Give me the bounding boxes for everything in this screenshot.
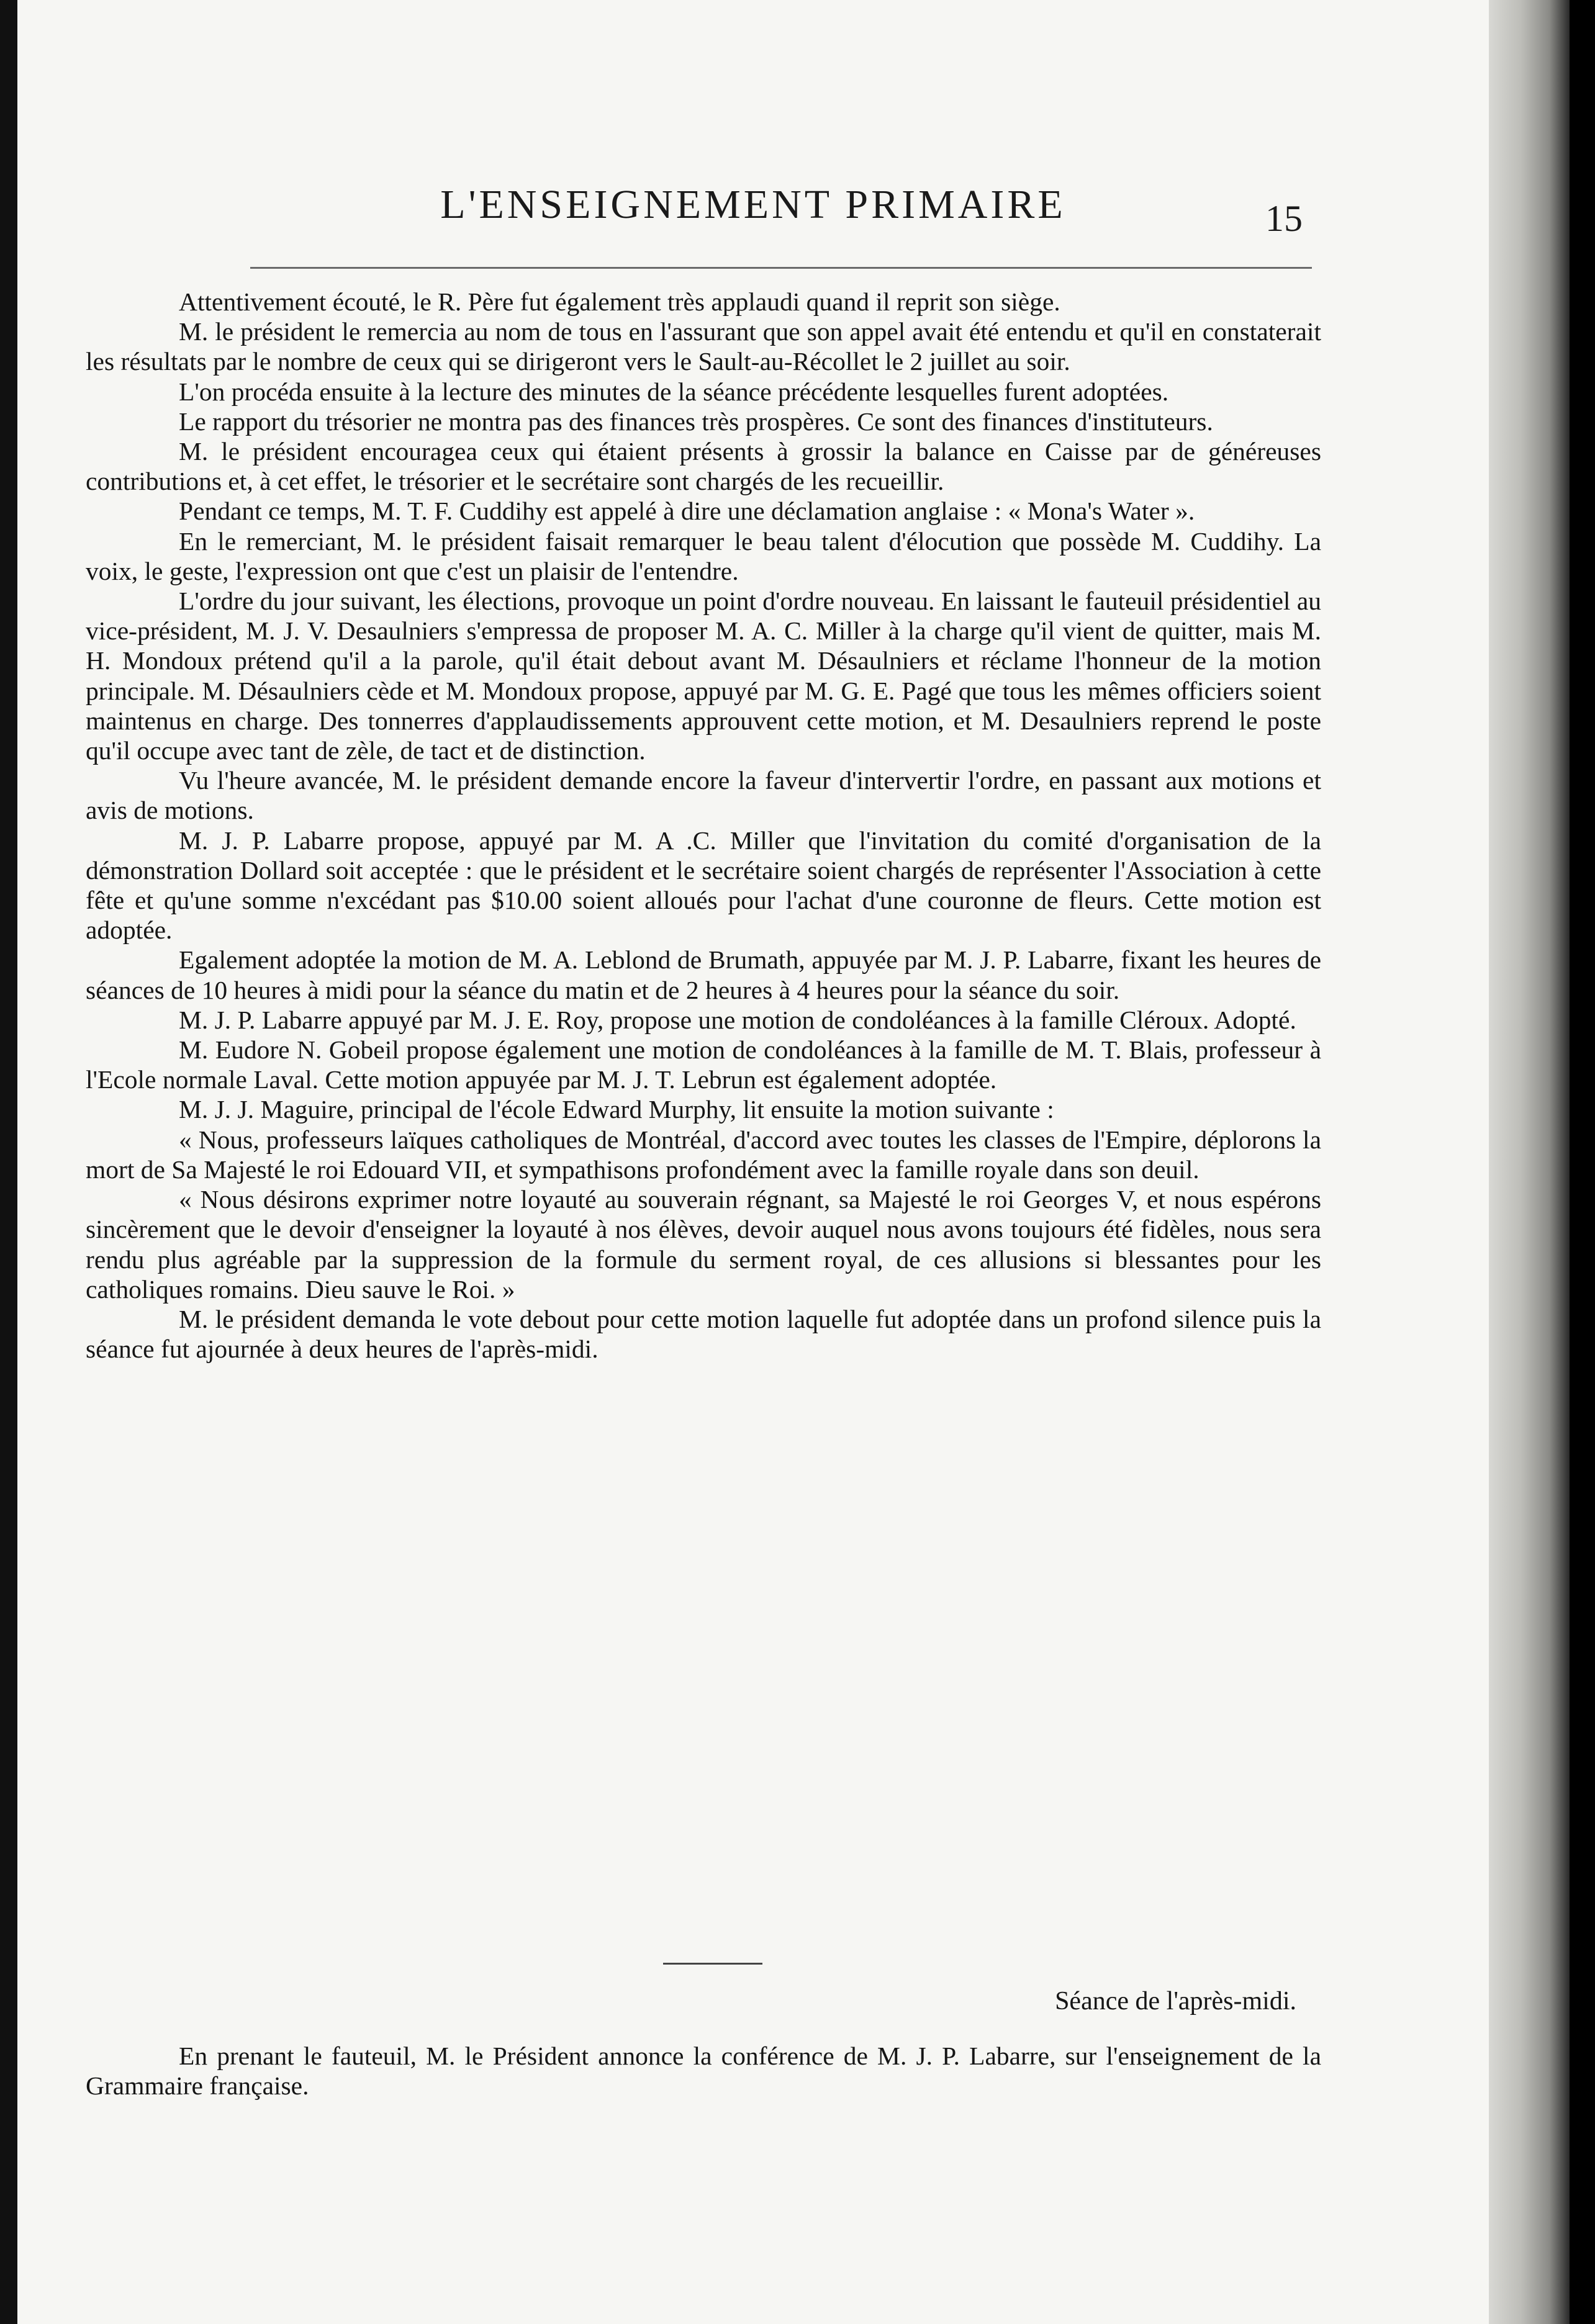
paragraph: Le rapport du trésorier ne montra pas des finances très prospères. Ce sont des finances d'instituteurs. [179,407,1213,436]
scan-left-border [0,0,17,2324]
paragraph: Attentivement écouté, le R. Père fut également très applaudi quand il reprit son siège. [179,287,1060,316]
paragraph: L'ordre du jour suivant, les élections, provoque un point d'ordre nouveau. En laissant le fauteuil présidentiel au vice-président, M. J. V. Desaulniers s'empressa de proposer M. A. C. Miller à la charge qu'il vient de quitter, mais M. H. Mondoux prétend qu'il a la parole, qu'il était debout avant M. Désaulniers et réclame l'honneur de la motion principale. M. Désaulniers cède et M. Mondoux propose, appuyé par M. G. E. Pagé que tous les mêmes officiers soient maintenus en charge. Des tonnerres d'applaudissements approuvent cette motion, et M. Desaulniers reprend le poste qu'il occupe avec tant de zèle, de tact et de distinction. [86,587,1321,765]
paragraph: L'on procéda ensuite à la lecture des minutes de la séance précédente lesquelles furent adoptées. [179,377,1169,406]
paragraph: M. le président encouragea ceux qui étaient présents à grossir la balance en Caisse par de généreuses contributions et, à cet effet, le trésorier et le secrétaire sont chargés de les recueillir. [86,437,1321,496]
main-text [86,287,1321,1364]
quoted-motion-paragraph: « Nous, professeurs laïques catholiques de Montréal, d'accord avec toutes les classes de l'Empire, déplorons la mort de Sa Majesté le roi Edouard VII, et sympathisons profondément avec la famille royale dans son deuil. [86,1125,1321,1184]
paragraph: M. Eudore N. Gobeil propose également une motion de condoléances à la famille de M. T. Blais, professeur à l'Ecole normale Laval. Cette motion appuyée par M. J. T. Lebrun est également adoptée. [86,1035,1321,1094]
paragraph: M. J. P. Labarre appuyé par M. J. E. Roy, propose une motion de condoléances à la famille Cléroux. Adopté. [179,1005,1296,1034]
running-header-title: L'ENSEIGNEMENT PRIMAIRE [440,182,1066,227]
book-page-edge [1489,0,1570,2324]
afternoon-session-text [86,2041,1321,2101]
paragraph: En le remerciant, M. le président faisait remarquer le beau talent d'élocution que possède M. Cuddihy. La voix, le geste, l'expression ont que c'est un plaisir de l'entendre. [86,526,1321,585]
document-page [17,0,1489,2324]
paragraph: Pendant ce temps, M. T. F. Cuddihy est appelé à dire une déclamation anglaise : « Mona's Water ». [179,497,1195,526]
paragraph: Vu l'heure avancée, M. le président demande encore la faveur d'intervertir l'ordre, en passant aux motions et avis de motions. [86,766,1321,825]
paragraph: M. le président demanda le vote debout pour cette motion laquelle fut adoptée dans un profond silence puis la séance fut ajournée à deux heures de l'après-midi. [86,1304,1321,1364]
paragraph: M. J. J. Maguire, principal de l'école Edward Murphy, lit ensuite la motion suivante : [179,1095,1054,1124]
section-heading: Séance de l'après-midi. [1055,1987,1296,2015]
paragraph: M. J. P. Labarre propose, appuyé par M. A .C. Miller que l'invitation du comité d'organisation de la démonstration Dollard soit acceptée : que le président et le secrétaire soient chargés de représenter l'Association à cette fête et qu'une somme n'excédant pas $10.00 soient alloués pour l'achat d'une couronne de fleurs. Cette motion est adoptée. [86,826,1321,945]
page-number: 15 [1265,198,1303,239]
quoted-motion-paragraph: « Nous désirons exprimer notre loyauté au souverain régnant, sa Majesté le roi Georges V, et nous espérons sincèrement que le devoir d'enseigner la loyauté à nos élèves, devoir auquel nous avons toujours été fidèles, nous sera rendu plus agréable par la suppression de la formule du serment royal, de ces allusions si blessantes pour les catholiques romains. Dieu sauve le Roi. » [86,1185,1321,1304]
header-divider [250,267,1312,269]
paragraph: M. le président le remercia au nom de tous en l'assurant que son appel avait été entendu et qu'il en constaterait les résultats par le nombre de ceux qui se dirigeront vers le Sault-au-Récollet le 2 juillet au soir. [86,317,1321,376]
paragraph: En prenant le fauteuil, M. le Président annonce la conférence de M. J. P. Labarre, sur l'enseignement de la Grammaire française. [86,2042,1321,2101]
paragraph: Egalement adoptée la motion de M. A. Leblond de Brumath, appuyée par M. J. P. Labarre, fixant les heures de séances de 10 heures à midi pour la séance du matin et de 2 heures à 4 heures pour la séance du soir. [86,945,1321,1004]
section-divider [663,1963,762,1965]
